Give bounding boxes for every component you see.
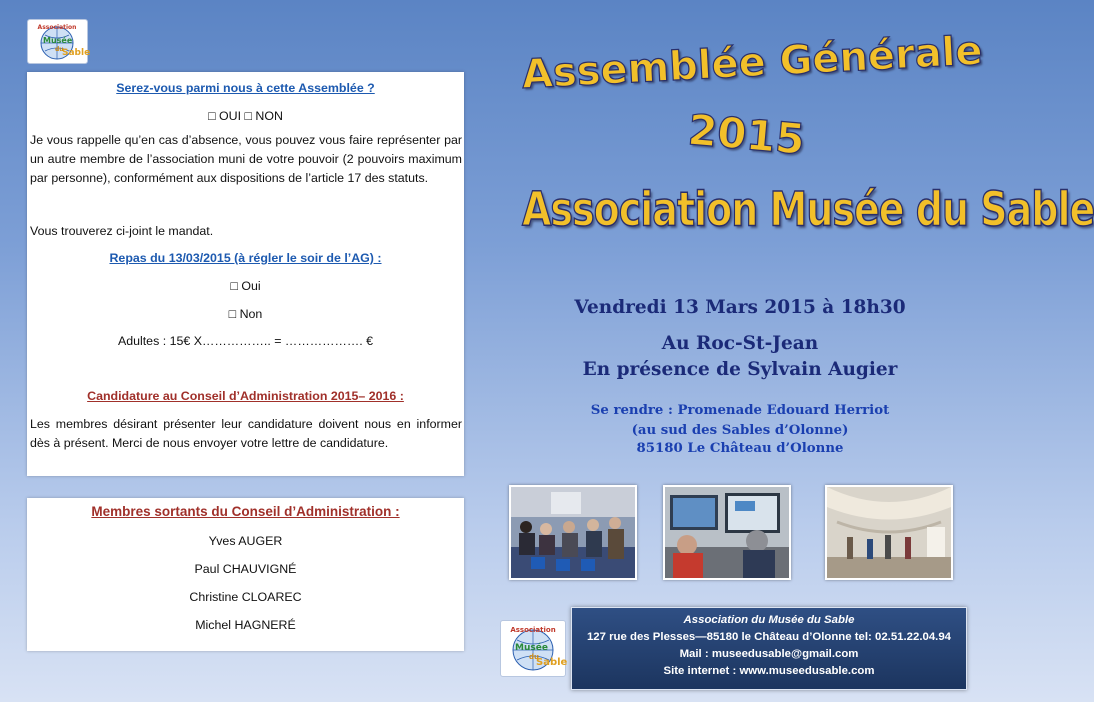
member-name: Christine CLOAREC (189, 590, 302, 604)
directions-city: 85180 Le Château d’Olonne (636, 441, 844, 456)
logo-text-du: du (55, 46, 64, 53)
contact-address: 127 rue des Plesses—85180 le Château d’Olonne tel: 02.51.22.04.94 (586, 631, 952, 643)
info-card (27, 72, 464, 476)
member-name: Paul CHAUVIGNÉ (194, 562, 297, 576)
members-card (27, 498, 464, 651)
event-photo-exhibition (825, 485, 953, 580)
event-guest: En présence de Sylvain Augier (582, 359, 898, 380)
meal-no-option[interactable]: □ Non (228, 307, 263, 321)
attendance-options[interactable]: □ OUI □ NON (208, 109, 283, 123)
directions-title: Se rendre : Promenade Edouard Herriot (590, 403, 890, 418)
logo-footer-text-association: Association (510, 626, 556, 634)
title-assemblee-generale: Assemblée Générale (520, 27, 984, 98)
meal-yes-option[interactable]: □ Oui (230, 279, 261, 293)
association-logo (27, 19, 91, 64)
members-title: Membres sortants du Conseil d’Administration : (91, 504, 400, 519)
logo-text-musee: Musée (43, 36, 73, 45)
logo-footer-text-musee: Musée (515, 643, 548, 653)
association-logo-footer (500, 620, 566, 677)
event-photo-computer (663, 485, 791, 580)
contact-name: Association du Musée du Sable (683, 614, 855, 626)
contact-mail[interactable]: Mail : museedusable@gmail.com (679, 648, 859, 660)
directions-note: (au sud des Sables d’Olonne) (631, 423, 849, 438)
contact-box (571, 607, 967, 690)
attendance-question-title: Serez-vous parmi nous à cette Assemblée ? (116, 81, 375, 95)
event-date: Vendredi 13 Mars 2015 à 18h30 (574, 297, 906, 318)
logo-text-sable: Sable (62, 48, 91, 58)
title-year: 2015 (686, 104, 807, 165)
contact-website[interactable]: Site internet : www.museedusable.com (663, 665, 875, 677)
logo-text-association: Association (37, 24, 77, 31)
title-association-name: Association Musée du Sable (522, 181, 1094, 237)
candidacy-paragraph: Les membres désirant présenter leur candidature doivent nous en informer dès à présent. Merci de nous envoyer votre lettre de candidature. (30, 417, 462, 450)
member-name: Michel HAGNERÉ (195, 618, 296, 632)
meal-title: Repas du 13/03/2015 (à régler le soir de l’AG) : (109, 251, 382, 265)
member-name: Yves AUGER (208, 534, 283, 548)
absence-paragraph: Je vous rappelle qu’en cas d’absence, vous pouvez vous faire représenter par un autre membre de l’association muni de votre pouvoir (2 pouvoirs maximum par personne), conformément aux dispositions de l’article 17 des statuts. (30, 133, 462, 185)
event-place: Au Roc-St-Jean (661, 333, 819, 354)
mandate-text: Vous trouverez ci-joint le mandat. (30, 224, 214, 238)
meal-price-line: Adultes : 15€ X…………….. = ………………. € (117, 334, 374, 348)
candidacy-title: Candidature au Conseil d’Administration 2015– 2016 : (87, 389, 404, 403)
logo-footer-text-du: du (529, 653, 539, 661)
event-photo-audience (509, 485, 637, 580)
logo-footer-text-sable: Sable (536, 657, 568, 668)
